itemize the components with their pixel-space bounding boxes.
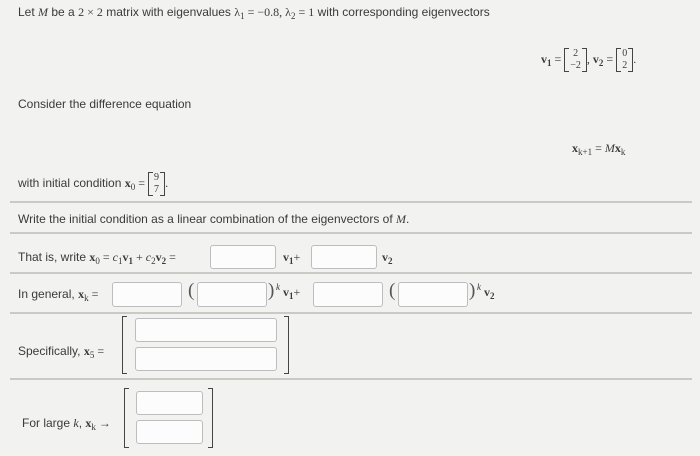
- divider: [10, 232, 692, 234]
- v2-term: $v_2$: [382, 250, 393, 266]
- x5-row1-input[interactable]: [135, 318, 277, 342]
- difference-equation: $x_{k+1} = Mx_k$: [572, 141, 626, 157]
- general-label: In general, $x_k$ =: [18, 287, 99, 303]
- general-c1-input[interactable]: [112, 282, 182, 307]
- limit-row2-input[interactable]: [136, 420, 203, 444]
- open-paren: (: [188, 280, 195, 301]
- general-c2-input[interactable]: [313, 282, 383, 307]
- instruction: Write the initial condition as a linear combination of the eigenvectors of M.: [18, 212, 410, 226]
- divider: [10, 378, 692, 380]
- v1-matrix: 2 −2: [564, 48, 587, 72]
- x5-row2-input[interactable]: [135, 347, 277, 371]
- that-is-label: That is, write $x_0 = c_1v_1 + c_2v_2$ =: [18, 250, 176, 266]
- v1-term: $v_1+$: [283, 250, 301, 266]
- c2-input[interactable]: [311, 245, 377, 269]
- general-v1-term: $^k$ $v_1+$: [276, 282, 301, 301]
- divider: [10, 272, 692, 274]
- open-paren: (: [389, 280, 396, 301]
- close-paren: ): [469, 280, 476, 301]
- limit-row1-input[interactable]: [136, 391, 203, 415]
- general-lambda1-input[interactable]: [197, 282, 267, 307]
- v2-matrix: 0 2: [616, 48, 633, 72]
- c1-input[interactable]: [210, 245, 276, 269]
- matrix-left-bracket: [124, 388, 129, 448]
- divider: [10, 201, 692, 203]
- divider: [10, 312, 692, 314]
- large-k-label: For large k, $x_k$ →: [22, 416, 111, 432]
- eigenvectors: $v_1 = 2$ −2 , $v_2 = 0$ 2 .: [541, 48, 637, 71]
- general-v2-term: $^k$ $v_2$: [477, 282, 495, 301]
- matrix-right-bracket: [208, 388, 213, 448]
- problem-intro: Let M be a 2 × 2 matrix with eigenvalues $\lambda_1 = -0.8$, $\lambda_2 = 1$ with corresponding eigenvectors: [18, 5, 490, 21]
- general-lambda2-input[interactable]: [398, 282, 468, 307]
- x0-matrix: 9 7: [148, 172, 165, 196]
- close-paren: ): [268, 280, 275, 301]
- matrix-left-bracket: [122, 316, 127, 374]
- matrix-right-bracket: [284, 316, 289, 374]
- initial-condition: with initial condition $x_0 = 9$ 7 .: [18, 172, 169, 195]
- difference-equation-prompt: Consider the difference equation: [18, 97, 192, 111]
- specifically-label: Specifically, $x_5$ =: [18, 344, 105, 360]
